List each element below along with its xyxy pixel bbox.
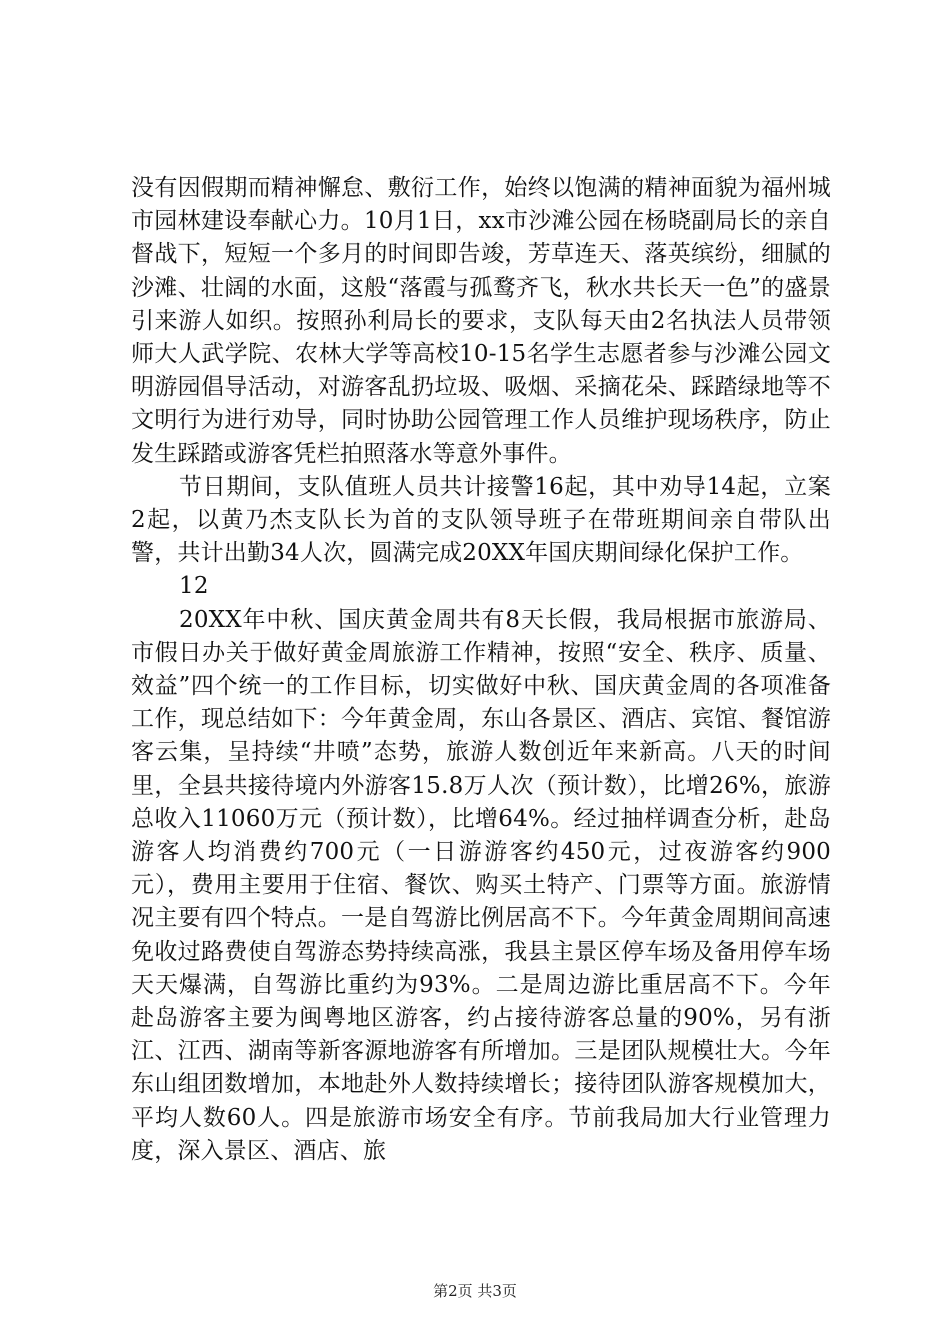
paragraph-4: 20XX年中秋、国庆黄金周共有8天长假，我局根据市旅游局、市假日办关于做好黄金周旅游工作精神，按照“安全、秩序、质量、效益”四个统一的工作目标，切实做好中秋、国庆黄金周的各项准备工作，现总结如下：今年黄金周，东山各景区、酒店、宾馆、餐馆游客云集，呈持续“井喷”态势，旅游人数创近年来新高。八天的时间里，全县共接待境内外游客15.8万人次（预计数），比增26%，旅游总收入11060万元（预计数），比增64%。经过抽样调查分析，赴岛游客人均消费约700元（一日游游客约450元，过夜游客约900元），费用主要用于住宿、餐饮、购买土特产、门票等方面。旅游情况主要有四个特点。一是自驾游比例居高不下。今年黄金周期间高速免收过路费使自驾游态势持续高涨，我县主景区停车场及备用停车场天天爆满，自驾游比重约为93%。二是周边游比重居高不下。今年赴岛游客主要为闽粤地区游客，约占接待游客总量的90%，另有浙江、江西、湖南等新客源地游客有所增加。三是团队规模壮大。今年东山组团数增加，本地赴外人数持续增长；接待团队游客规模加大，平均人数60人。四是旅游市场安全有序。节前我局加大行业管理力度，深入景区、酒店、旅 (131, 606, 831, 1164)
paragraph-2: 节日期间，支队值班人员共计接警16起，其中劝导14起，立案2起，以黄乃杰支队长为首的支队领导班子在带班期间亲自带队出警，共计出勤34人次，圆满完成20XX年国庆期间绿化保护工作。 (131, 473, 831, 567)
page-footer: 第2页 共3页 (433, 1282, 517, 1300)
paragraph-3: 12 (179, 573, 209, 600)
document-body (131, 172, 831, 1168)
paragraph-1: 没有因假期而精神懈怠、敷衍工作，始终以饱满的精神面貌为福州城市园林建设奉献心力。10月1日，xx市沙滩公园在杨晓副局长的亲自督战下，短短一个多月的时间即告竣，芳草连天、落英缤纷，细腻的沙滩、壮阔的水面，这般“落霞与孤鹜齐飞，秋水共长天一色”的盛景引来游人如织。按照孙利局长的要求，支队每天由2名执法人员带领师大人武学院、农林大学等高校10-15名学生志愿者参与沙滩公园文明游园倡导活动，对游客乱扔垃圾、吸烟、采摘花朵、踩踏绿地等不文明行为进行劝导，同时协助公园管理工作人员维护现场秩序，防止发生踩踏或游客凭栏拍照落水等意外事件。 (131, 175, 831, 467)
